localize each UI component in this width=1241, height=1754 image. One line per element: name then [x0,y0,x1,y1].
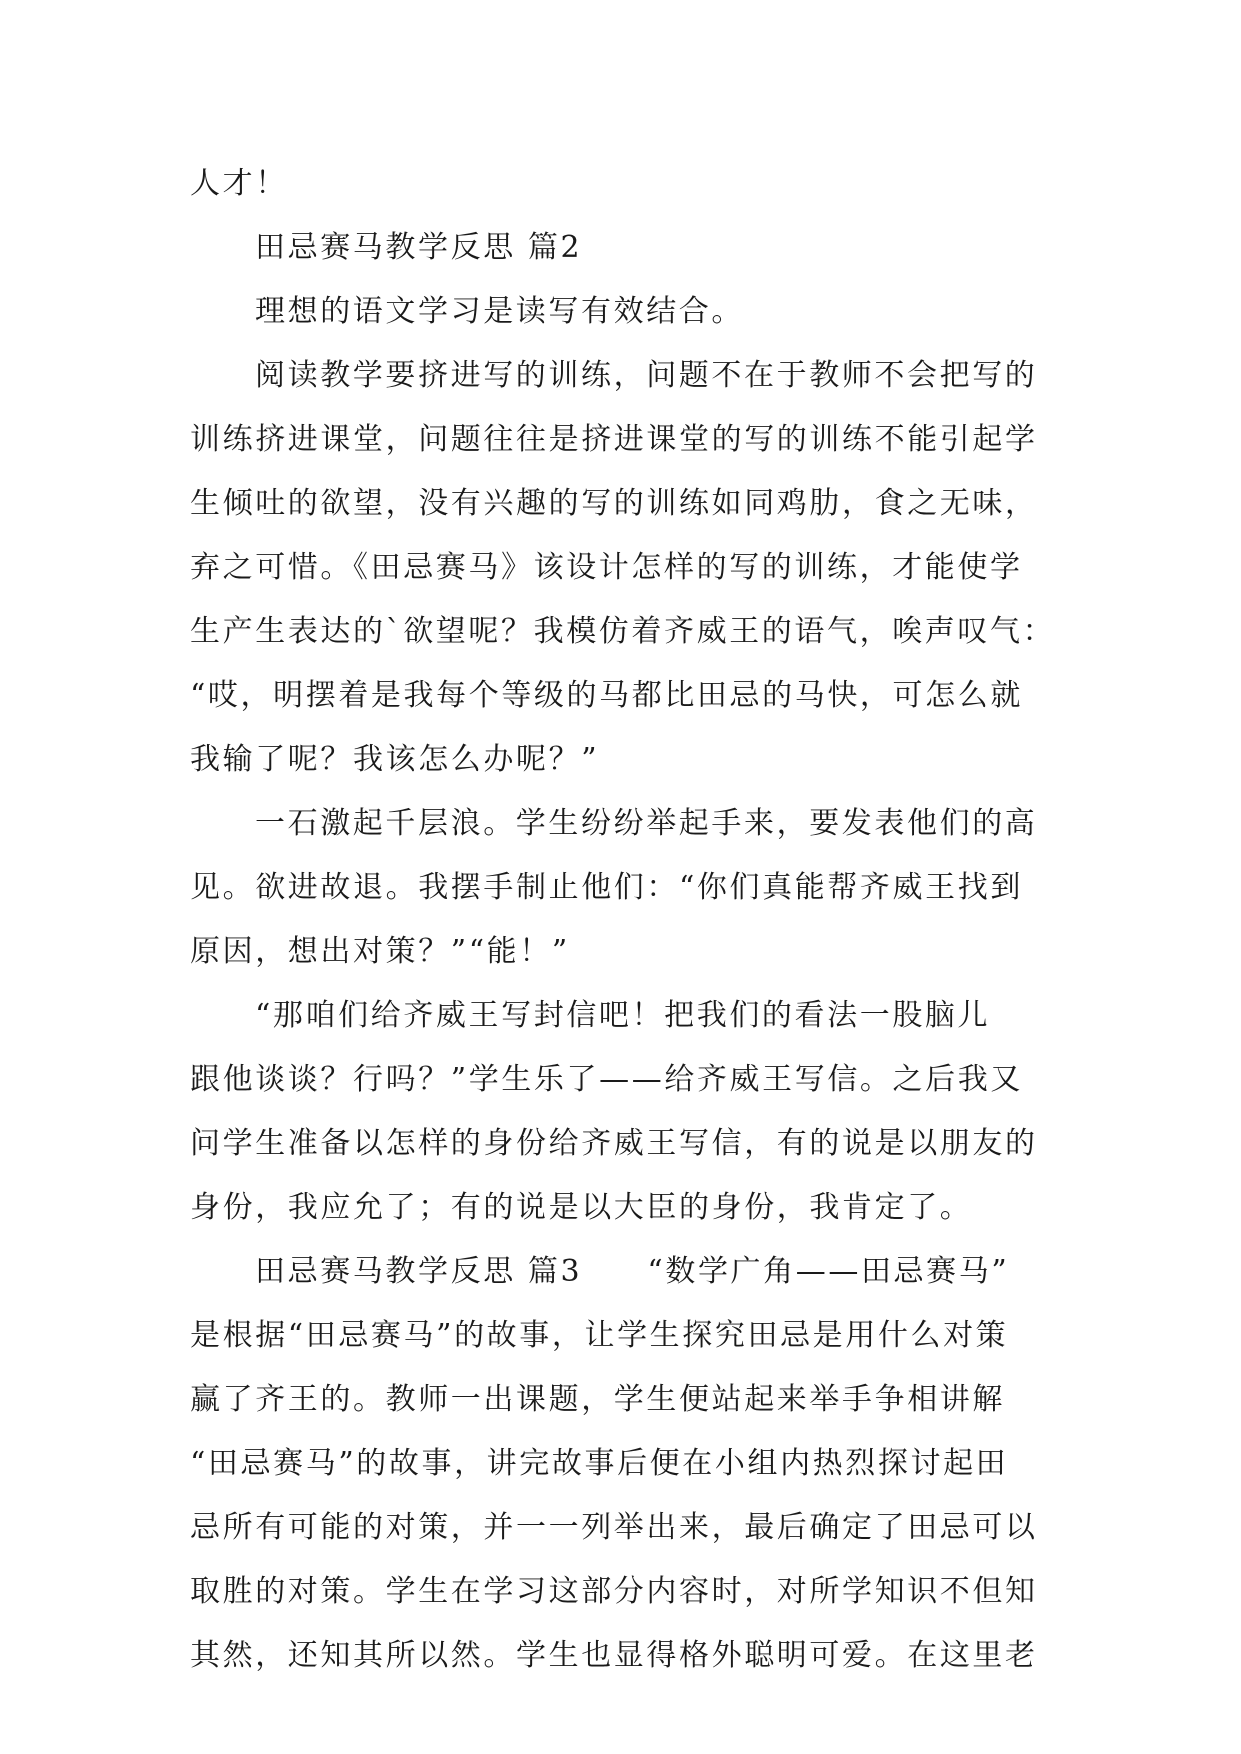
text-line: 其然，还知其所以然。学生也显得格外聪明可爱。在这里老 [190,1638,1038,1673]
text-line: 身份，我应允了；有的说是以大臣的身份，我肯定了。 [190,1190,973,1225]
text-line: 原因，想出对策？”“能！” [190,934,570,969]
text-line: 弃之可惜。《田忌赛马》该设计怎样的写的训练，才能使学 [190,550,1023,585]
text-line: 训练挤进课堂，问题往往是挤进课堂的写的训练不能引起学 [190,422,1038,457]
text-line: 问学生准备以怎样的身份给齐威王写信，有的说是以朋友的 [190,1126,1038,1161]
text-line: “田忌赛马”的故事，讲完故事后便在小组内热烈探讨起田 [190,1446,1009,1481]
text-line: “那咱们给齐威王写封信吧！把我们的看法一股脑儿 [255,998,991,1033]
text-line: 取胜的对策。学生在学习这部分内容时，对所学知识不但知 [190,1574,1038,1609]
text-line: 人才！ [190,166,288,201]
text-line: 赢了齐王的。教师一出课题，学生便站起来举手争相讲解 [190,1382,1005,1417]
text-line: 阅读教学要挤进写的训练，问题不在于教师不会把写的 [255,358,1038,393]
text-line: “哎，明摆着是我每个等级的马都比田忌的马快，可怎么就 [190,678,1023,713]
text-line: 见。欲进故退。我摆手制止他们：“你们真能帮齐威王找到 [190,870,1023,905]
text-line: 生产生表达的`欲望呢？我模仿着齐威王的语气，唉声叹气： [190,614,1056,649]
text-line: 跟他谈谈？行吗？”学生乐了——给齐威王写信。之后我又 [190,1062,1023,1097]
text-line: 是根据“田忌赛马”的故事，让学生探究田忌是用什么对策 [190,1318,1009,1353]
text-line: 理想的语文学习是读写有效结合。 [255,294,744,329]
text-line: 我输了呢？我该怎么办呢？” [190,742,600,777]
text-line: 忌所有可能的对策，并一一列举出来，最后确定了田忌可以 [190,1510,1038,1545]
section-heading: 田忌赛马教学反思 篇3 “数学广角——田忌赛马” [255,1254,1010,1289]
section-heading: 田忌赛马教学反思 篇2 [255,230,583,265]
text-line: 一石激起千层浪。学生纷纷举起手来，要发表他们的高 [255,806,1038,841]
text-line: 生倾吐的欲望，没有兴趣的写的训练如同鸡肋，食之无味， [190,486,1038,521]
